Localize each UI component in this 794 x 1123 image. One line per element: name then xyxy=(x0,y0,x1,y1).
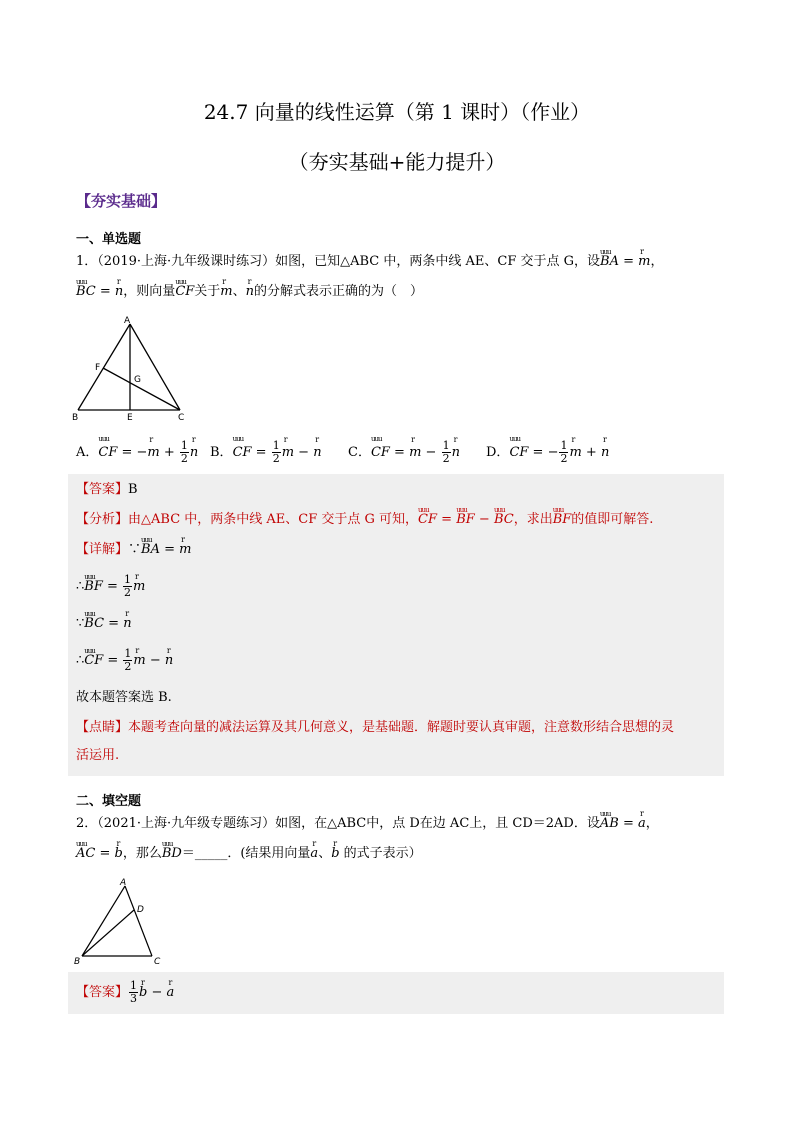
option-d[interactable]: D．uuu CF = − $\frac{1}{2}$ r m + r n xyxy=(486,440,609,465)
option-b[interactable]: B．uuu CF = $\frac{1}{2}$ r m − r n xyxy=(210,440,322,465)
conclusion-line: 故本题答案选 B. xyxy=(76,690,172,705)
document-title: 24.7 向量的线性运算（第 1 课时）（作业） xyxy=(203,100,591,124)
detail-line2: ∴uuu BF = $\frac{1}{2}$ r m xyxy=(76,574,145,599)
option-c[interactable]: C．uuu CF = r m − $\frac{1}{2}$ r n xyxy=(348,440,460,465)
question-1-line2: uuu BC = r n，则向量uuu CF关于r m、r n的分解式表示正确的为（ ） xyxy=(76,280,423,304)
detail-line1: 【详解】∵uuu BA = r m xyxy=(76,538,191,562)
comment-line1: 【点睛】本题考查向量的减法运算及其几何意义，是基础题．解题时要认真审题，注意数形结合思想的灵 xyxy=(76,720,675,735)
part1-heading: 一、单选题 xyxy=(76,232,142,247)
label-A: A xyxy=(124,316,131,326)
detail-line4: ∴uuu CF = $\frac{1}{2}$ r m − r n xyxy=(76,648,173,673)
triangle-figure-1 xyxy=(70,316,200,426)
label-F: F xyxy=(95,363,101,373)
label-A2: A xyxy=(120,878,127,888)
answer-line: 【答案】B xyxy=(76,482,138,497)
label-C: C xyxy=(178,413,185,423)
detail-line3: ∵uuu BC = r n xyxy=(76,612,132,636)
section-label: 【夯实基础】 xyxy=(76,192,167,210)
label-B: B xyxy=(72,413,79,423)
answer-line-2: 【答案】 $\frac{1}{3}$ r b − r a xyxy=(76,980,174,1005)
question-1-line1: 1．（2019·上海·九年级课时练习）如图，已知△ABC 中，两条中线 AE、CF 交于点 G，设uuu BA = r m， xyxy=(76,250,663,274)
label-D2: D xyxy=(137,905,144,915)
part2-heading: 二、填空题 xyxy=(76,794,142,809)
document-subtitle: （夯实基础+能力提升） xyxy=(288,150,506,174)
comment-line2: 活运用. xyxy=(76,748,120,763)
label-C2: C xyxy=(154,957,161,966)
analysis-line: 【分析】由△ABC 中，两条中线 AE、CF 交于点 G 可知，uuu CF = uuu BF − uuu BC，求出uuu BF的值即可解答. xyxy=(76,508,653,532)
option-a[interactable]: A．uuu CF = −r m + $\frac{1}{2}$ r n xyxy=(76,440,198,465)
label-E: E xyxy=(127,413,133,423)
question-2-line2: uuu AC = r b，那么uuu BD＝_____．(结果用向量r a、r b 的式子表示） xyxy=(76,842,422,866)
question-2-line1: 2．（2021·上海·九年级专题练习）如图，在△ABC中，点 D在边 AC上，且 CD＝2AD．设uuu AB = r a， xyxy=(76,812,659,836)
label-G: G xyxy=(134,375,141,385)
label-B2: B xyxy=(74,957,81,966)
triangle-figure-2 xyxy=(70,876,170,966)
